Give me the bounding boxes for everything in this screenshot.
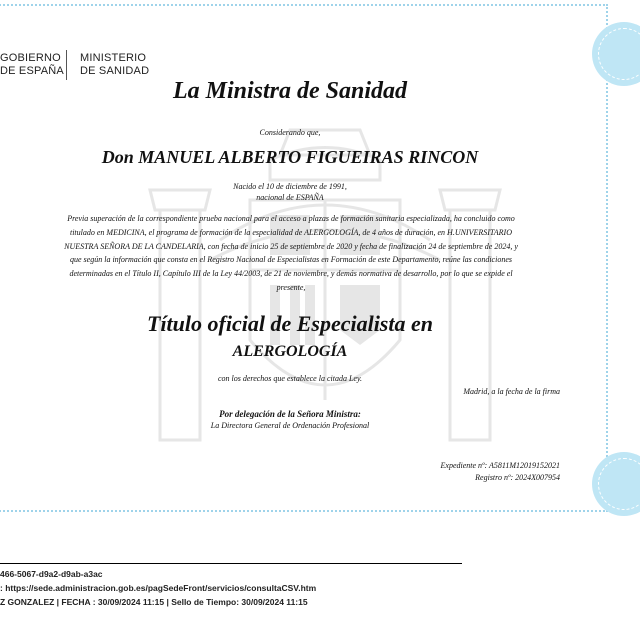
footer-csv-code: 466-5067-d9a2-d9ab-a3ac bbox=[0, 569, 103, 579]
signatory-title: La Directora General de Ordenación Profesional bbox=[210, 421, 370, 430]
birth-info bbox=[0, 181, 580, 203]
birth-date-line: Nacido el 10 de diciembre de 1991, bbox=[233, 182, 347, 191]
ministerio-logo-text bbox=[80, 52, 149, 78]
footer-verification-url[interactable]: : https://sede.administracion.gob.es/pagSedeFront/servicios/consultaCSV.htm bbox=[0, 583, 317, 593]
document-title: La Ministra de Sanidad bbox=[172, 78, 408, 104]
certificate-body-paragraph: Previa superación de la correspondiente prueba nacional para el acceso a plazas de formación sanitaria especializada, ha concluido como titulado en MEDICINA, el programa de formación de la especialidad de ALERGOLOGÍA, de 4 años de duración, en H.UNIVERSITARIO NUESTRA SEÑORA DE LA CANDELARIA, con fecha de inicio 25 de septiembre de 2020 y fecha de finalización 24 de septiembre de 2024, y que según la información que consta en el Registro Nacional de Especialistas en Formación de este Departamento, reúne las condiciones determinadas en el Título II, Capítulo III de la Ley 44/2003, de 21 de noviembre, y demás normativa de desarrollo, por lo que se expide el presente, bbox=[64, 214, 518, 292]
rights-text: con los derechos que establece la citada Ley. bbox=[217, 374, 363, 383]
ministerio-line-1: MINISTERIO bbox=[80, 52, 147, 64]
recipient-name: Don MANUEL ALBERTO FIGUEIRAS RINCON bbox=[101, 147, 479, 167]
considerando-text: Considerando que, bbox=[259, 128, 321, 137]
footer-divider bbox=[0, 563, 462, 564]
place-date-text: Madrid, a la fecha de la firma bbox=[463, 387, 560, 396]
specialty-name: ALERGOLOGÍA bbox=[232, 343, 348, 360]
registro-number: Registro nº: 2024X007954 bbox=[475, 473, 560, 482]
gobierno-logo-text bbox=[0, 52, 64, 78]
official-title-heading: Título oficial de Especialista en bbox=[147, 311, 433, 336]
gobierno-line-2: DE ESPAÑA bbox=[0, 65, 64, 77]
footer-signature-info: Z GONZALEZ | FECHA : 30/09/2024 11:15 | Sello de Tiempo: 30/09/2024 11:15 bbox=[0, 597, 308, 607]
gobierno-line-1: GOBIERNO bbox=[0, 52, 61, 64]
delegation-text: Por delegación de la Señora Ministra: bbox=[219, 409, 361, 419]
expediente-number: Expediente nº: A5811M12019152021 bbox=[440, 461, 560, 470]
reference-numbers bbox=[370, 460, 560, 484]
nationality-line: nacional de ESPAÑA bbox=[256, 193, 324, 202]
header-divider bbox=[66, 50, 67, 80]
ministerio-line-2: DE SANIDAD bbox=[80, 65, 150, 77]
